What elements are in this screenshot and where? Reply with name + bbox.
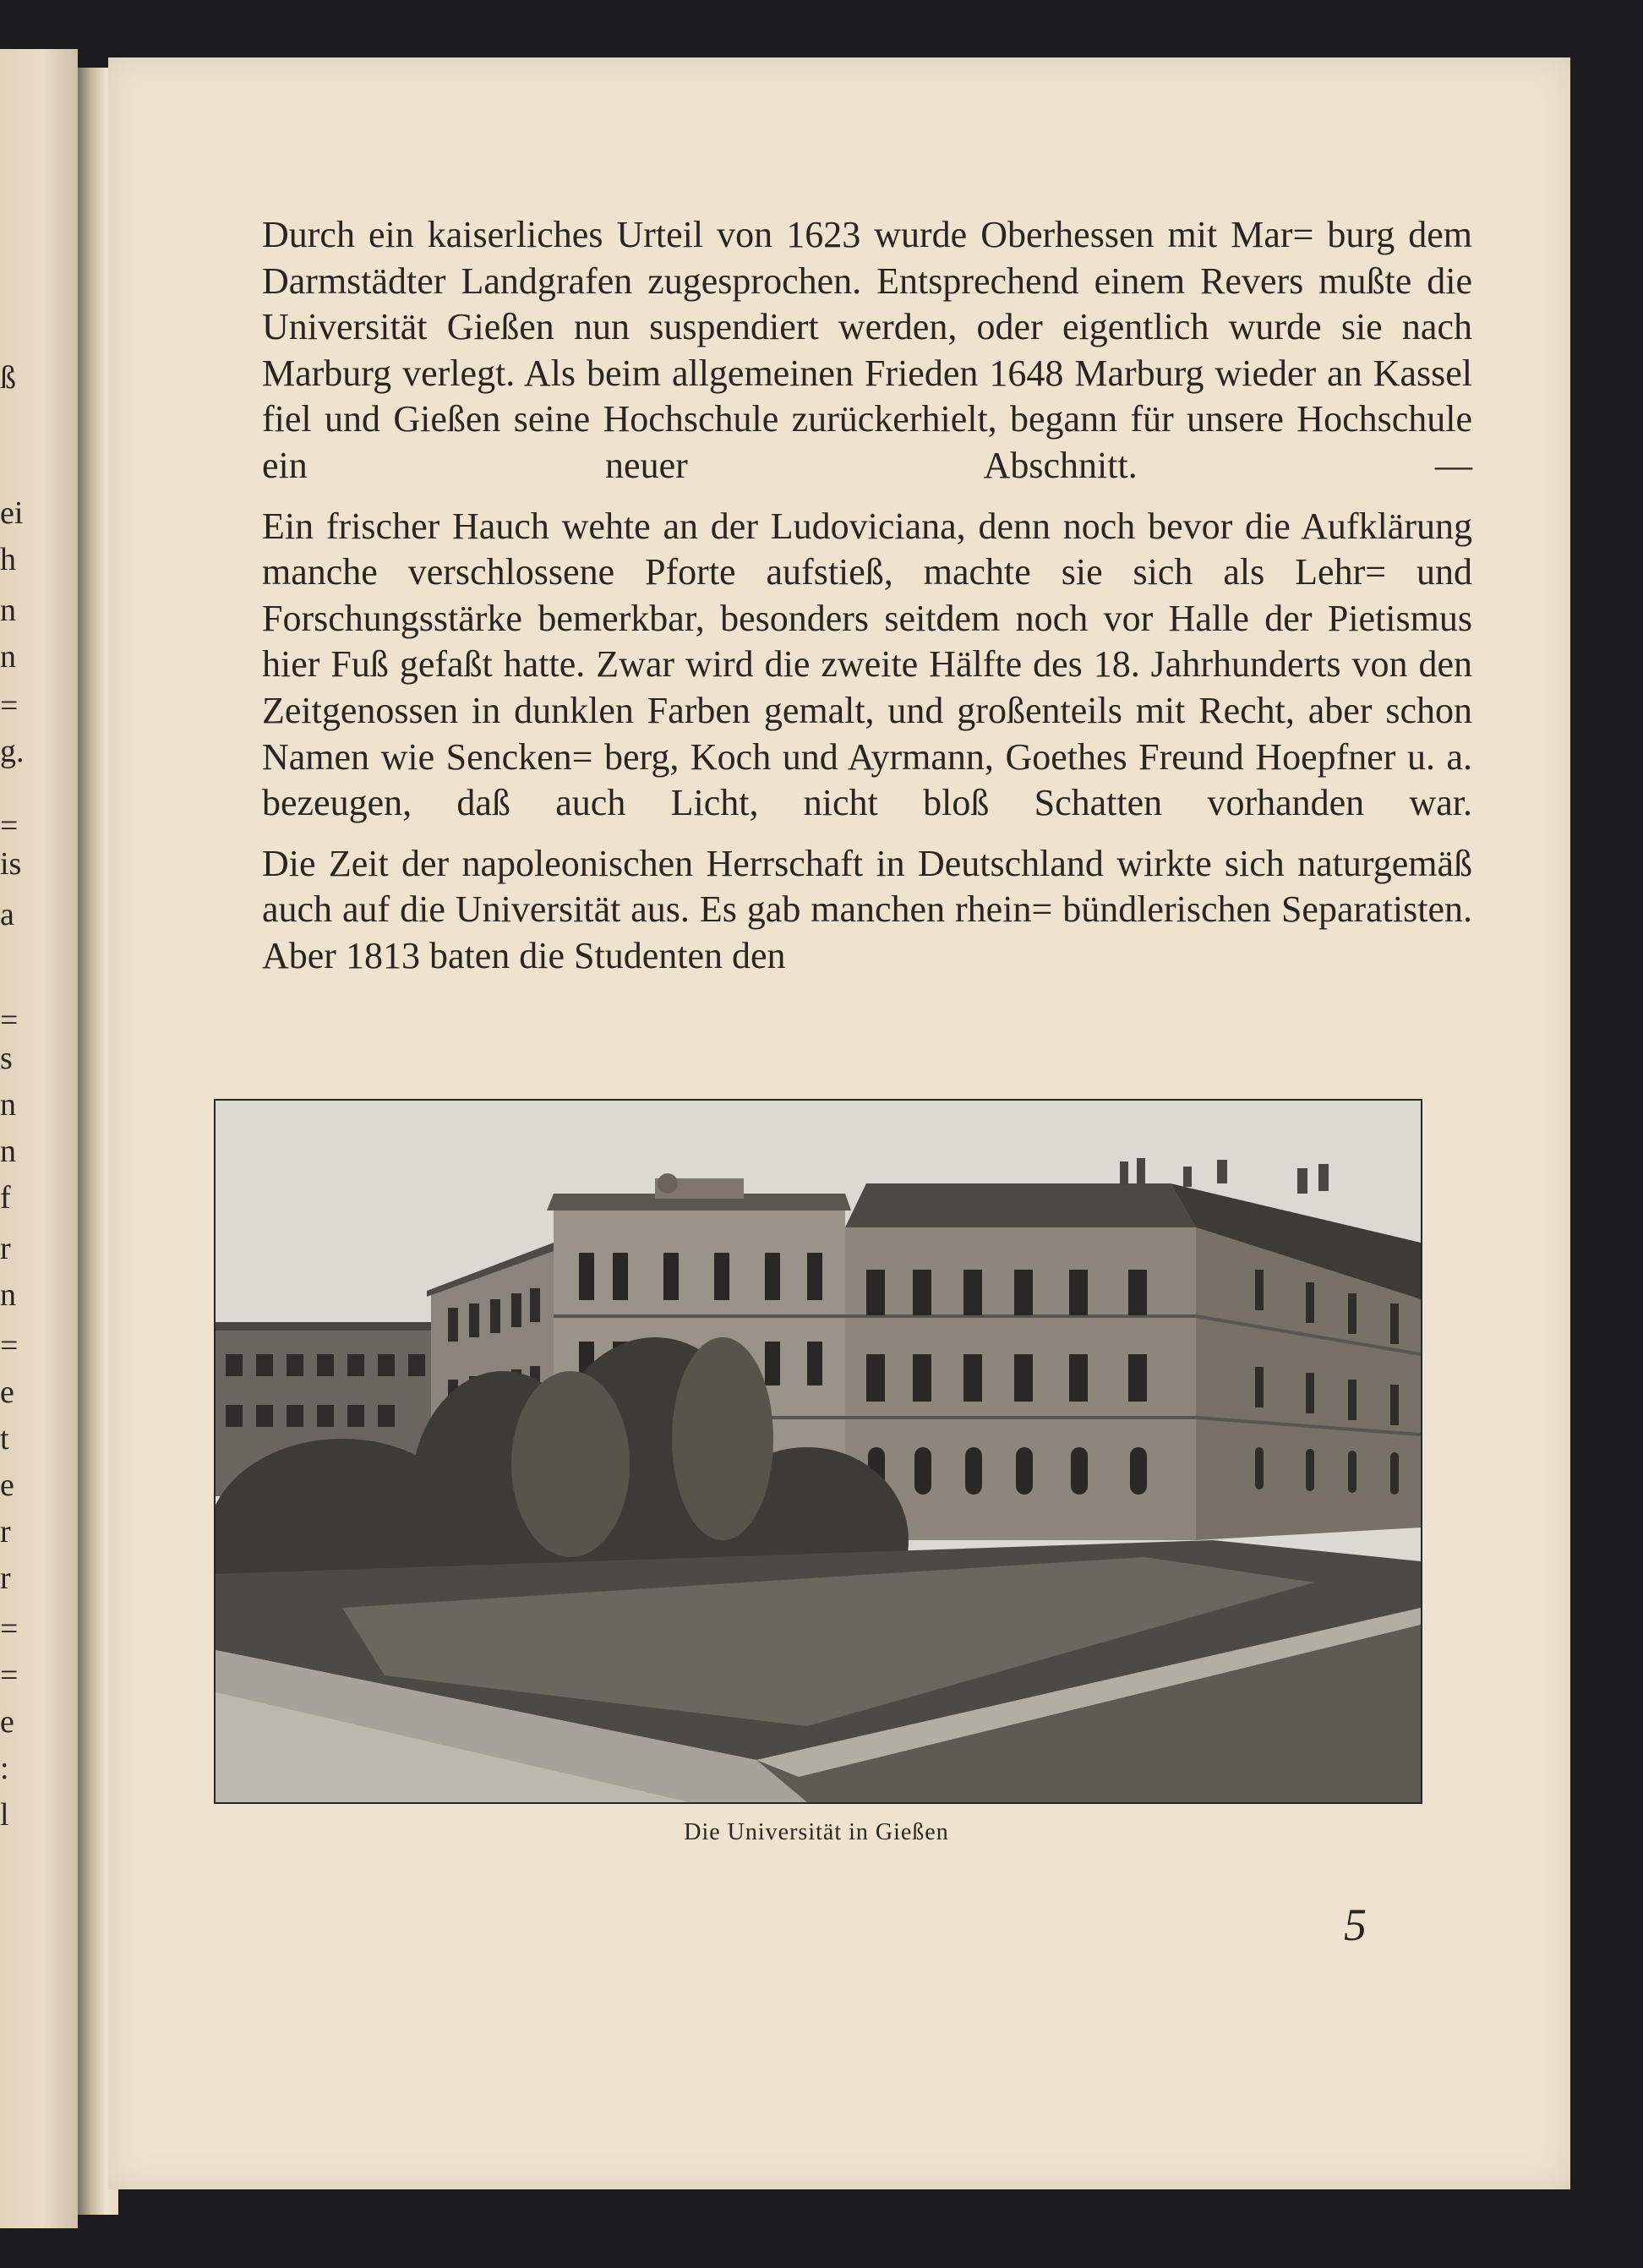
left-page-text-fragment: a — [0, 897, 14, 932]
left-page-text-fragment: n — [0, 1134, 16, 1169]
left-page-text-fragment: n — [0, 1277, 16, 1313]
left-page-text-fragment: = — [0, 1611, 19, 1647]
left-page-text-fragment: g. — [0, 734, 25, 769]
left-page-text-fragment: e — [0, 1704, 14, 1740]
left-page-text-fragment: ß — [0, 360, 16, 396]
paragraph-3: Die Zeit der napoleonischen Herrschaft in Deutschland wirkte sich naturgemäß auch auf die Universität aus. Es gab manchen rhein= bündlerischen Separatisten. Aber 1813 baten die Studenten den — [262, 842, 1472, 976]
left-page-text-fragment: n — [0, 593, 16, 628]
university-photograph — [214, 1099, 1422, 1804]
left-page-text-fragment: l — [0, 1797, 9, 1833]
paragraph-1: Durch ein kaiserliches Urteil von 1623 wurde Oberhessen mit Mar= burg dem Darmstädter Landgrafen zugesprochen. Entsprechend einem Revers mußte die Universität Gießen nun suspendiert werden, oder eigentlich wurde sie nach Marburg verlegt. Als beim allgemeinen Frieden 1648 Marburg wieder an Kassel fiel und Gießen seine Hochschule zurückerhielt, begann für unsere Hochschule ein neuer Abschnitt. — — [262, 214, 1472, 486]
left-page-text-fragment: ei — [0, 495, 24, 531]
body-text — [262, 212, 1472, 994]
left-page-text-fragment: = — [0, 1328, 19, 1364]
left-page-text-fragment: n — [0, 639, 16, 675]
left-page-text-fragment: r — [0, 1514, 11, 1549]
book-page — [108, 57, 1570, 2189]
left-page-text-fragment: h — [0, 542, 16, 577]
left-page-text-fragment: is — [0, 846, 22, 882]
left-page-text-fragment: r — [0, 1231, 11, 1266]
left-page-text-fragment: t — [0, 1421, 9, 1456]
left-page-text-fragment: : — [0, 1751, 9, 1786]
left-page-text-fragment: r — [0, 1560, 11, 1596]
page-number: 5 — [1344, 1899, 1367, 1950]
left-page-text-fragment: = — [0, 688, 19, 724]
paragraph-2: Ein frischer Hauch wehte an der Ludoviciana, denn noch bevor die Aufklärung manche verschlossene Pforte aufstieß, machte sie sich als Lehr= und Forschungsstärke bemerkbar, besonders seitdem noch vor Halle der Pietismus hier Fuß gefaßt hatte. Zwar wird die zweite Hälfte des 18. Jahrhunderts von den Zeitgenossen in dunklen Farben gemalt, und großenteils mit Recht, aber schon Namen wie Sencken= berg, Koch und Ayrmann, Goethes Freund Hoepfner u. a. bezeugen, daß auch Licht, nicht bloß Schatten vorhanden war. — [262, 505, 1472, 824]
left-page-text-fragment: e — [0, 1467, 14, 1503]
left-page-text-fragment: = — [0, 1003, 19, 1038]
left-page-text-fragment: s — [0, 1041, 13, 1076]
left-page-text-fragment: = — [0, 1658, 19, 1693]
photo-caption: Die Universität in Gießen — [684, 1819, 949, 1845]
left-page-text-fragment: n — [0, 1087, 16, 1123]
left-page-text-fragment: f — [0, 1180, 11, 1216]
left-page-text-fragment: e — [0, 1374, 14, 1410]
left-page-fragment — [0, 49, 78, 2228]
left-page-text-fragment: = — [0, 808, 19, 844]
